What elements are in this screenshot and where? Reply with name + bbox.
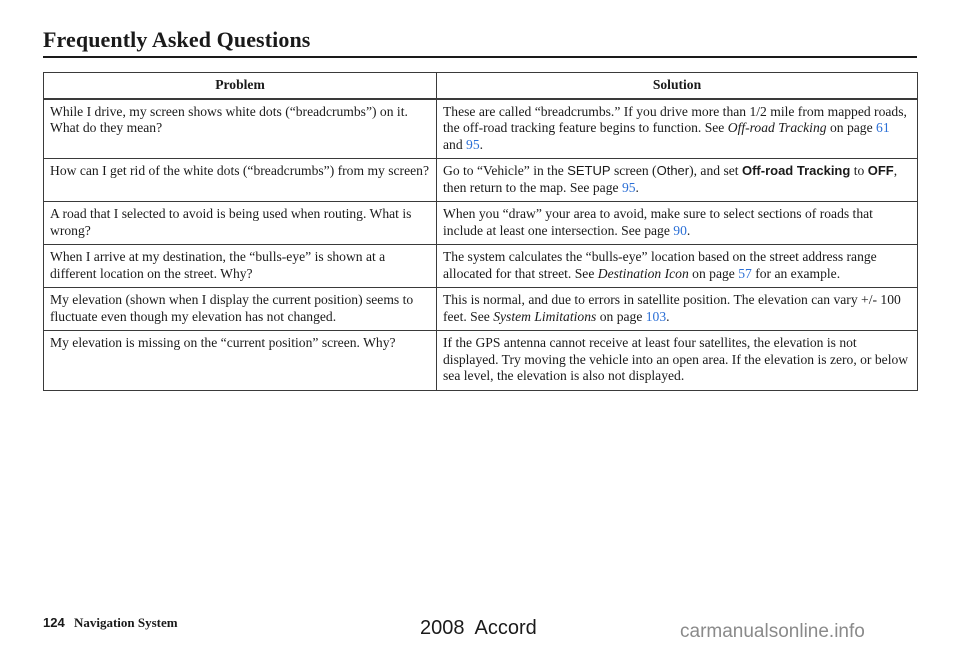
problem-cell: While I drive, my screen shows white dots (“breadcrumbs”) on it. What do they mean? (44, 99, 437, 159)
problem-cell: How can I get rid of the white dots (“breadcrumbs”) from my screen? (44, 159, 437, 202)
table-row (44, 159, 918, 202)
table-row (44, 288, 918, 331)
page-link[interactable]: 95 (621, 179, 636, 195)
solution-text: If the GPS antenna cannot receive at least four satellites, the elevation is not displayed. Try moving the vehicle into an open area. If the elevation is zero, or below sea level, the elevation is also not displayed. (443, 335, 909, 383)
table-row (44, 331, 918, 391)
solution-text: , then return to the map. See page (443, 163, 898, 195)
page-link[interactable]: 103 (645, 308, 667, 324)
solution-text: . (479, 136, 484, 152)
solution-cell (437, 288, 918, 331)
solution-text: . (686, 222, 691, 238)
solution-text: . (666, 308, 670, 324)
screen-name: Other (656, 163, 690, 178)
table-row (44, 202, 918, 245)
solution-text: and (443, 136, 467, 152)
page-link[interactable]: 95 (466, 136, 480, 152)
watermark-model: 2008 Accord (420, 617, 537, 639)
solution-cell (437, 159, 918, 202)
setting-value: OFF (867, 163, 894, 178)
cross-reference-title: Off-road Tracking (727, 120, 827, 135)
problem-cell: My elevation is missing on the “current position” screen. Why? (44, 331, 437, 391)
page-number: 124 (43, 615, 65, 630)
solution-text: for an example. (751, 265, 841, 281)
page-title: Frequently Asked Questions (43, 27, 311, 52)
solution-text: This is normal, and due to errors in satellite position. The elevation can vary +/- 100 feet. See (443, 292, 901, 324)
solution-text: on page (688, 265, 739, 281)
column-header-problem: Problem (44, 73, 437, 99)
cross-reference-title: System Limitations (493, 308, 597, 324)
solution-cell (437, 99, 918, 159)
problem-cell: A road that I selected to avoid is being used when routing. What is wrong? (44, 202, 437, 245)
problem-cell: When I arrive at my destination, the “bulls-eye” is shown at a different location on the street. Why? (44, 245, 437, 288)
solution-text: . (635, 179, 639, 195)
page-link[interactable]: 90 (673, 222, 687, 238)
solution-text: on page (826, 120, 877, 135)
problem-cell: My elevation (shown when I display the current position) seems to fluctuate even though my elevation has not changed. (44, 288, 437, 331)
section-name: Navigation System (73, 615, 178, 630)
solution-cell (437, 331, 918, 391)
cross-reference-title: Destination Icon (597, 265, 689, 281)
solution-text: Go to “Vehicle” in the (443, 163, 568, 178)
table-header-row (44, 73, 918, 99)
solution-text: These are called “breadcrumbs.” If you drive more than 1/2 mile from mapped roads, the off-road tracking feature begins to function. See (443, 103, 907, 135)
page-footer (43, 615, 178, 631)
page-link[interactable]: 57 (738, 265, 752, 281)
solution-text: to (850, 163, 868, 178)
title-divider (43, 56, 917, 58)
table-row (44, 245, 918, 288)
faq-table (43, 72, 918, 391)
solution-text: screen ( (610, 163, 657, 178)
solution-cell (437, 245, 918, 288)
screen-name: SETUP (567, 163, 611, 178)
solution-text: on page (596, 308, 646, 324)
page-link[interactable]: 61 (876, 120, 890, 135)
solution-text: The system calculates the “bulls-eye” location based on the street address range allocated for that street. See (443, 249, 877, 281)
solution-text: When you “draw” your area to avoid, make sure to select sections of roads that include at least one intersection. See page (443, 206, 873, 238)
setting-name: Off-road Tracking (741, 163, 851, 178)
table-row (44, 99, 918, 159)
solution-cell (437, 202, 918, 245)
column-header-solution: Solution (437, 73, 918, 99)
watermark-site: carmanualsonline.info (680, 621, 865, 642)
solution-text: ), and set (689, 163, 742, 178)
